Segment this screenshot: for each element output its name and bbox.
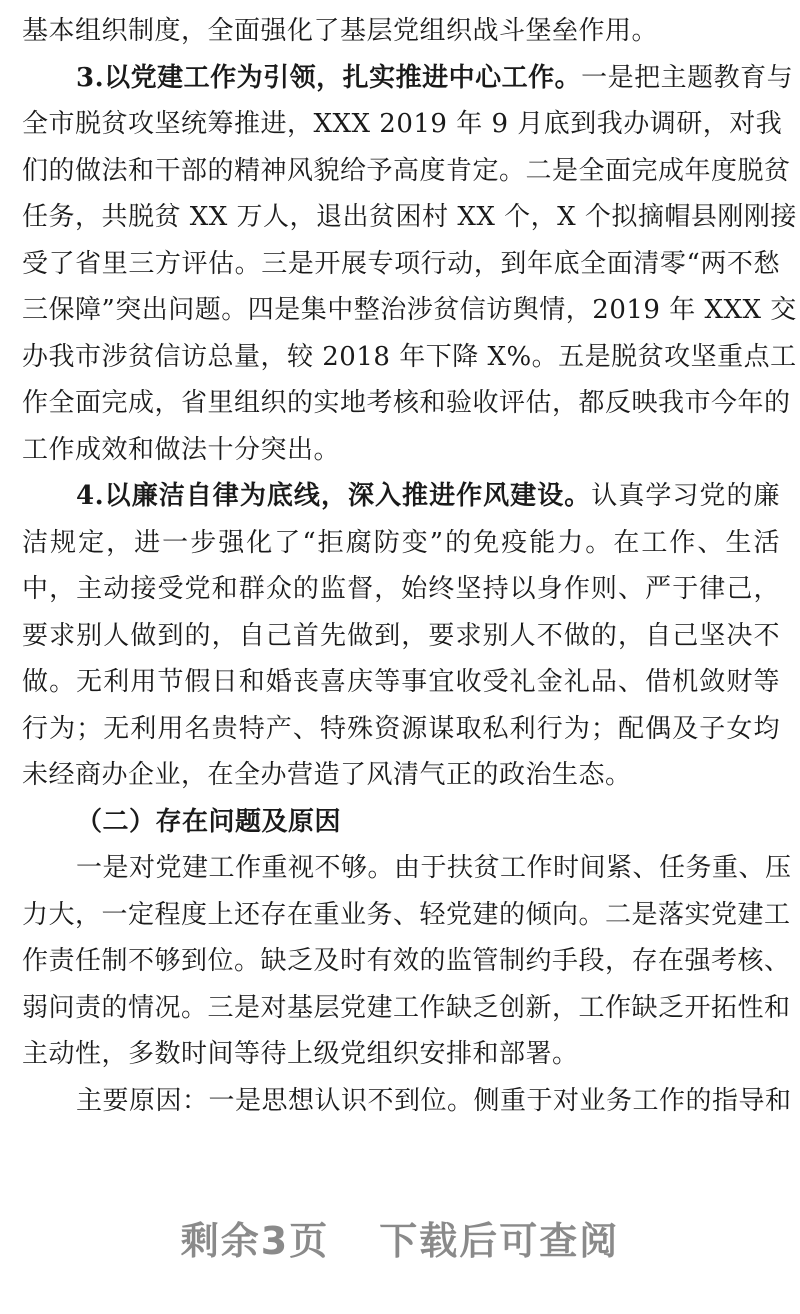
section-heading: （二）存在问题及原因: [76, 806, 342, 837]
document-line: [22, 473, 780, 520]
document-line: [22, 194, 797, 241]
document-line: [22, 845, 792, 892]
document-line: [22, 1078, 792, 1125]
line-text: 一是把主题教育与: [581, 62, 794, 93]
line-text: 未经商办企业，在全办营造了风清气正的政治生态。: [22, 760, 632, 790]
line-text: 基本组织制度，全面强化了基层党组织战斗堡垒作用。: [22, 16, 659, 46]
document-line: [22, 566, 780, 613]
document-line: [22, 985, 791, 1032]
document-line: [22, 427, 780, 474]
document-line: [22, 938, 791, 985]
line-text: 作全面完成，省里组织的实地考核和验收评估，都反映我市今年的: [22, 388, 791, 418]
line-text: 主动性，多数时间等待上级党组织安排和部署。: [22, 1039, 579, 1069]
document-line: [22, 241, 780, 288]
document-line: [22, 613, 780, 660]
paragraph-lead: 3.以党建工作为引领，扎实推进中心工作。: [76, 62, 582, 93]
line-text: 作责任制不够到位。缺乏及时有效的监管制约手段，存在强考核、: [22, 946, 791, 976]
document-line: [22, 55, 794, 102]
document-line: [22, 148, 791, 195]
line-text: 全市脱贫攻坚统筹推进，XXX 2019 年 9 月底到我办调研，对我: [22, 109, 783, 139]
line-text: 行为；无利用名贵特产、特殊资源谋取私利行为；配偶及子女均: [22, 713, 780, 744]
line-text: 主要原因：一是思想认识不到位。侧重于对业务工作的指导和: [76, 1085, 792, 1116]
document-line: [22, 1031, 780, 1078]
line-text: 一是对党建工作重视不够。由于扶贫工作时间紧、任务重、压: [76, 853, 792, 883]
document-line: [22, 380, 791, 427]
document-line: [22, 659, 780, 706]
document-line: [22, 706, 780, 753]
document-body: [22, 8, 797, 1124]
paragraph-lead: 4.以廉洁自律为底线，深入推进作风建设。: [76, 481, 592, 511]
line-text: 做。无利用节假日和婚丧喜庆等事宜收受礼金礼品、借机敛财等: [22, 667, 780, 697]
download-to-view-label: 下载后可查阅: [379, 1219, 620, 1263]
remaining-pages-label: 剩余3页: [180, 1219, 330, 1263]
line-text: 要求别人做到的，自己首先做到，要求别人不做的，自己坚决不: [22, 620, 780, 651]
document-line: [22, 520, 780, 567]
line-text: 中，主动接受党和群众的监督，始终坚持以身作则、严于律己，: [22, 574, 780, 604]
line-text: 弱问责的情况。三是对基层党建工作缺乏创新，工作缺乏开拓性和: [22, 992, 791, 1023]
document-line: [22, 287, 797, 334]
line-text: 三保障”突出问题。四是集中整治涉贫信访舆情，2019 年 XXX 交: [22, 295, 797, 325]
download-prompt-banner[interactable]: [0, 1210, 800, 1265]
document-line: [22, 334, 797, 381]
document-line: [22, 892, 791, 939]
document-line: [22, 799, 780, 846]
line-text: 任务，共脱贫 XX 万人，退出贫困村 XX 个，X 个拟摘帽县刚刚接: [22, 202, 797, 232]
line-text: 办我市涉贫信访总量，较 2018 年下降 X%。五是脱贫攻坚重点工: [22, 341, 797, 372]
line-text: 洁规定，进一步强化了“拒腐防变”的免疫能力。在工作、生活: [22, 527, 780, 558]
line-text: 工作成效和做法十分突出。: [22, 434, 341, 465]
line-text: 认真学习党的廉: [591, 481, 780, 511]
line-text: 受了省里三方评估。三是开展专项行动，到年底全面清零“两不愁: [22, 248, 780, 279]
document-line: [22, 8, 780, 55]
document-line: [22, 101, 783, 148]
document-line: [22, 752, 780, 799]
line-text: 们的做法和干部的精神风貌给予高度肯定。二是全面完成年度脱贫: [22, 155, 791, 186]
line-text: 力大，一定程度上还存在重业务、轻党建的倾向。二是落实党建工: [22, 899, 791, 930]
